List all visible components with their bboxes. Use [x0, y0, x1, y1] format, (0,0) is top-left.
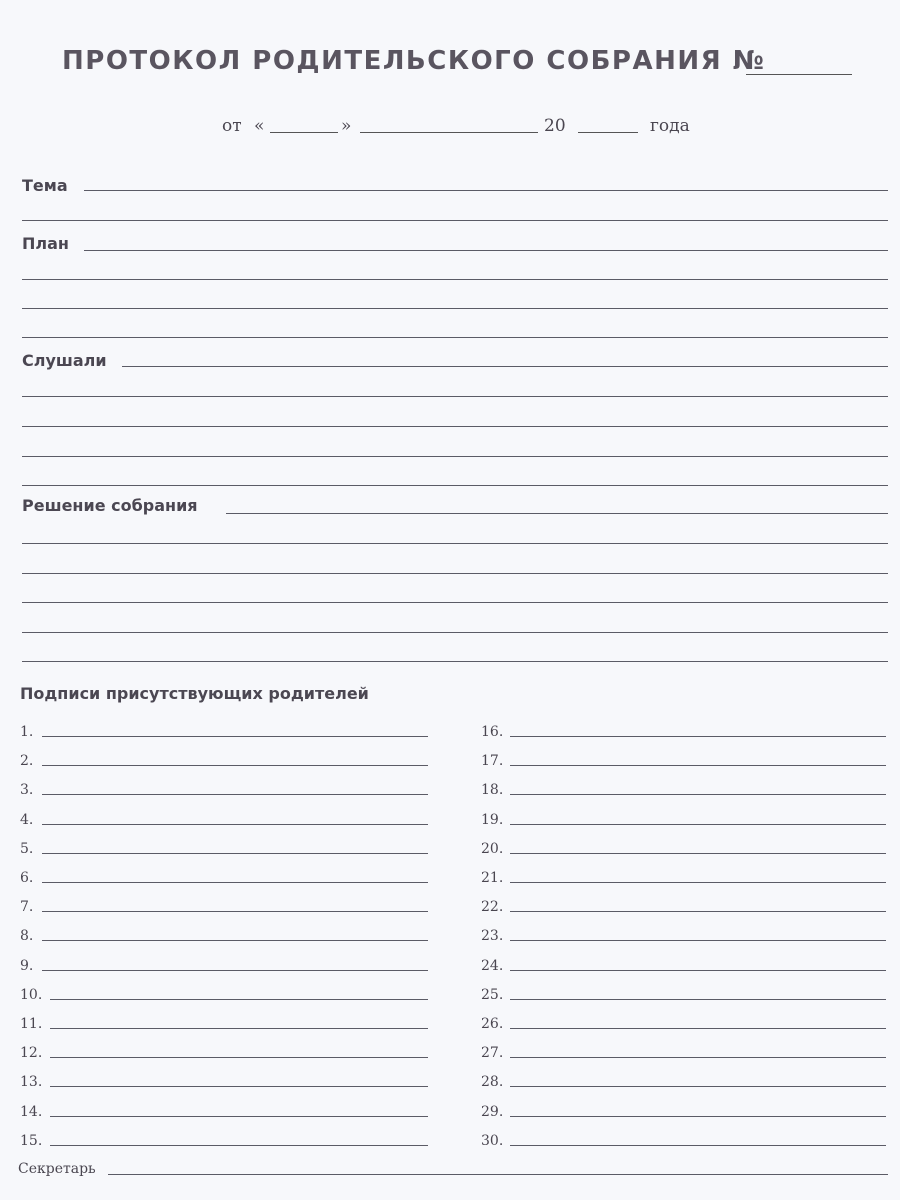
signature-right-number: 17.	[481, 753, 504, 770]
signature-right-line[interactable]	[510, 736, 886, 737]
signature-right-line[interactable]	[510, 765, 886, 766]
signature-right-number: 20.	[481, 840, 504, 857]
date-prefix: от	[222, 116, 242, 136]
signature-left-line[interactable]	[42, 824, 428, 825]
quote-close: »	[341, 116, 352, 136]
signature-left-line[interactable]	[50, 1086, 428, 1087]
plan-line[interactable]	[84, 250, 888, 251]
page-title: ПРОТОКОЛ РОДИТЕЛЬСКОГО СОБРАНИЯ №	[62, 46, 766, 76]
signature-left-number: 7.	[20, 899, 34, 916]
signature-right-line[interactable]	[510, 1145, 886, 1146]
month-field[interactable]	[360, 132, 538, 133]
secretary-label: Секретарь	[18, 1161, 96, 1177]
heard-line[interactable]	[22, 485, 888, 486]
signature-left-line[interactable]	[50, 1116, 428, 1117]
signature-left-line[interactable]	[42, 853, 428, 854]
signature-left-line[interactable]	[50, 1028, 428, 1029]
plan-label: План	[22, 234, 69, 253]
protocol-number-field[interactable]	[746, 74, 852, 75]
signature-left-number: 13.	[20, 1074, 43, 1091]
topic-label: Тема	[22, 176, 68, 195]
signature-right-line[interactable]	[510, 794, 886, 795]
signature-left-number: 3.	[20, 782, 34, 799]
heard-label: Слушали	[22, 351, 107, 370]
plan-line[interactable]	[22, 308, 888, 309]
decision-line[interactable]	[22, 543, 888, 544]
signature-left-line[interactable]	[42, 970, 428, 971]
signature-left-line[interactable]	[42, 736, 428, 737]
signature-right-line[interactable]	[510, 882, 886, 883]
year-suffix: года	[650, 116, 690, 136]
signature-left-number: 15.	[20, 1132, 43, 1149]
signature-right-number: 16.	[481, 724, 504, 740]
signature-left-number: 9.	[20, 957, 34, 974]
heard-line[interactable]	[22, 396, 888, 397]
signature-left-number: 5.	[20, 840, 34, 857]
signature-left-number: 12.	[20, 1045, 43, 1062]
signature-left-number: 14.	[20, 1103, 43, 1120]
signature-right-number: 30.	[481, 1132, 504, 1149]
signature-left-line[interactable]	[42, 911, 428, 912]
signature-right-line[interactable]	[510, 1086, 886, 1087]
signature-right-number: 29.	[481, 1103, 504, 1120]
decision-label: Решение собрания	[22, 496, 198, 515]
decision-line[interactable]	[22, 602, 888, 603]
signature-right-line[interactable]	[510, 999, 886, 1000]
signature-right-number: 25.	[481, 986, 504, 1003]
signature-right-line[interactable]	[510, 1057, 886, 1058]
heard-line[interactable]	[22, 426, 888, 427]
heard-line[interactable]	[122, 366, 888, 367]
signature-right-number: 27.	[481, 1045, 504, 1062]
quote-open: «	[254, 116, 265, 136]
signature-left-number: 1.	[20, 724, 34, 740]
signature-left-line[interactable]	[42, 794, 428, 795]
date-row	[0, 116, 900, 140]
signature-right-line[interactable]	[510, 940, 886, 941]
signature-left-line[interactable]	[50, 1057, 428, 1058]
signature-right-number: 28.	[481, 1074, 504, 1091]
signature-right-number: 21.	[481, 870, 504, 886]
topic-line[interactable]	[22, 220, 888, 221]
year-prefix: 20	[544, 116, 566, 136]
plan-line[interactable]	[22, 279, 888, 280]
signature-right-number: 26.	[481, 1016, 504, 1032]
signature-left-number: 6.	[20, 870, 34, 886]
year-field[interactable]	[578, 132, 638, 133]
signature-right-number: 24.	[481, 957, 504, 974]
signature-right-line[interactable]	[510, 824, 886, 825]
day-field[interactable]	[270, 132, 338, 133]
signature-right-line[interactable]	[510, 911, 886, 912]
signature-left-number: 11.	[20, 1016, 43, 1032]
signature-right-line[interactable]	[510, 1028, 886, 1029]
signature-right-number: 23.	[481, 928, 504, 945]
signature-right-number: 18.	[481, 782, 504, 799]
decision-line[interactable]	[22, 632, 888, 633]
secretary-signature-line[interactable]	[108, 1174, 888, 1175]
decision-line[interactable]	[226, 513, 888, 514]
signature-left-number: 8.	[20, 928, 34, 945]
signature-left-line[interactable]	[50, 999, 428, 1000]
signature-left-number: 4.	[20, 811, 34, 828]
decision-line[interactable]	[22, 661, 888, 662]
signature-left-line[interactable]	[42, 940, 428, 941]
signature-left-number: 10.	[20, 986, 43, 1003]
signature-right-number: 19.	[481, 811, 504, 828]
signature-left-line[interactable]	[50, 1145, 428, 1146]
signature-left-line[interactable]	[42, 882, 428, 883]
signature-right-line[interactable]	[510, 970, 886, 971]
signatures-heading: Подписи присутствующих родителей	[20, 684, 369, 703]
heard-line[interactable]	[22, 456, 888, 457]
signature-right-line[interactable]	[510, 853, 886, 854]
signature-left-number: 2.	[20, 753, 34, 770]
plan-line[interactable]	[22, 337, 888, 338]
signature-right-line[interactable]	[510, 1116, 886, 1117]
signature-left-line[interactable]	[42, 765, 428, 766]
signature-right-number: 22.	[481, 899, 504, 916]
decision-line[interactable]	[22, 573, 888, 574]
topic-line[interactable]	[84, 190, 888, 191]
